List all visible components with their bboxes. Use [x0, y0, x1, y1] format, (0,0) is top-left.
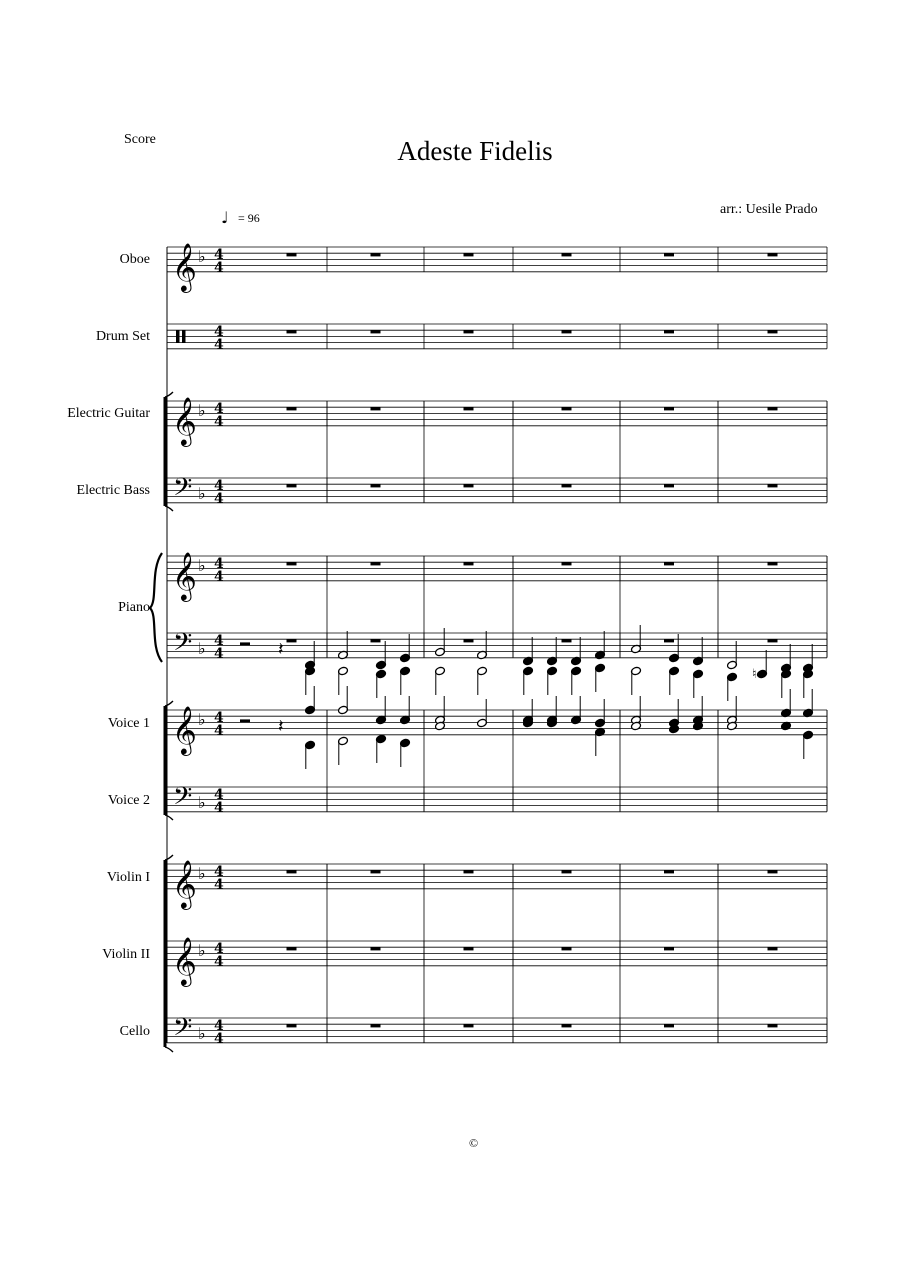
voice-1-note [400, 634, 411, 663]
time-signature-bottom: 4 [214, 260, 224, 276]
staff [167, 941, 827, 966]
whole-rest [562, 1024, 572, 1027]
whole-rest [371, 639, 381, 642]
voice-1-note [595, 663, 606, 692]
whole-rest [464, 330, 474, 333]
quarter-rest: 𝄽 [278, 639, 284, 660]
key-signature-flat: ♭ [198, 864, 206, 883]
whole-rest [664, 484, 674, 487]
staff [167, 864, 827, 889]
voice-1-note [435, 666, 446, 695]
quarter-rest: 𝄽 [278, 716, 284, 737]
time-signature-top: 4 [214, 710, 224, 726]
whole-rest [371, 870, 381, 873]
score-label: Score [124, 132, 156, 147]
key-signature-flat: ♭ [198, 401, 206, 420]
instrument-label-violin-1: Violin I [106, 870, 150, 885]
bass-clef-icon: 𝄢 [173, 628, 193, 663]
whole-rest [562, 407, 572, 410]
whole-rest [664, 253, 674, 256]
voice-1-note [523, 666, 534, 695]
whole-rest [768, 407, 778, 410]
arranger-credit: arr.: Uesile Prado [720, 202, 818, 217]
half-rest [240, 642, 250, 645]
whole-rest [371, 330, 381, 333]
whole-rest [664, 639, 674, 642]
copyright-symbol: © [469, 1136, 479, 1150]
voice-2-note [669, 699, 680, 728]
voice-1-note [757, 650, 768, 679]
voice-2-note [477, 699, 488, 728]
whole-rest [371, 407, 381, 410]
whole-rest [562, 639, 572, 642]
voice-1-note [477, 666, 488, 695]
whole-rest [287, 484, 297, 487]
whole-rest [664, 870, 674, 873]
time-signature-bottom: 4 [214, 1031, 224, 1047]
whole-rest [464, 870, 474, 873]
voice-2-note [305, 740, 316, 769]
natural-sign: ♮ [752, 667, 757, 682]
voice-1-note [631, 666, 642, 695]
voice-2-note [338, 736, 349, 765]
tempo-marking: = 96 [238, 211, 260, 225]
instrument-label-drum-set: Drum Set [95, 329, 150, 344]
time-signature-top: 4 [214, 478, 224, 494]
whole-rest [562, 562, 572, 565]
strings-bracket-hook [165, 1047, 173, 1052]
whole-rest [371, 253, 381, 256]
whole-rest [768, 947, 778, 950]
whole-rest [562, 947, 572, 950]
treble-clef-icon: 𝄞 [172, 859, 197, 908]
instrument-label-voice-1: Voice 1 [107, 716, 150, 731]
voice-1-note [781, 644, 792, 673]
whole-rest [287, 330, 297, 333]
whole-rest [768, 253, 778, 256]
whole-rest [768, 562, 778, 565]
whole-rest [562, 484, 572, 487]
voice-2-note [400, 738, 411, 767]
guitar-bass-bracket-hook [165, 506, 173, 511]
whole-rest [464, 947, 474, 950]
whole-rest [664, 947, 674, 950]
voice-1-note [400, 666, 411, 695]
whole-rest [287, 639, 297, 642]
key-signature-flat: ♭ [198, 710, 206, 729]
whole-rest [664, 407, 674, 410]
voice-bracket-hook [165, 815, 173, 820]
time-signature-bottom: 4 [214, 414, 224, 430]
whole-rest [768, 870, 778, 873]
voice-1-note [693, 669, 704, 698]
voice-1-note [803, 644, 814, 673]
half-rest [240, 719, 250, 722]
whole-rest [768, 484, 778, 487]
whole-rest [664, 1024, 674, 1027]
whole-rest [664, 562, 674, 565]
time-signature-top: 4 [214, 247, 224, 263]
whole-rest [464, 639, 474, 642]
treble-clef-icon: 𝄞 [172, 396, 197, 445]
whole-rest [464, 407, 474, 410]
whole-rest [371, 562, 381, 565]
staff [167, 1018, 827, 1043]
whole-rest [562, 330, 572, 333]
whole-rest [287, 870, 297, 873]
whole-rest [768, 330, 778, 333]
voice-1-note [547, 666, 558, 695]
time-signature-top: 4 [214, 556, 224, 572]
percussion-clef-icon [176, 330, 180, 343]
voice-1-note [669, 634, 680, 663]
instrument-label-piano: Piano [118, 600, 150, 615]
time-signature-bottom: 4 [214, 877, 224, 893]
instrument-label-electric-bass: Electric Bass [76, 483, 150, 498]
instrument-label-cello: Cello [119, 1024, 150, 1039]
staff [167, 401, 827, 426]
whole-rest [464, 1024, 474, 1027]
key-signature-flat: ♭ [198, 484, 206, 503]
bass-clef-icon: 𝄢 [173, 473, 193, 508]
bass-clef-icon: 𝄢 [173, 1013, 193, 1048]
whole-rest [287, 407, 297, 410]
tempo-quarter-note-icon: ♩ [221, 208, 229, 227]
key-signature-flat: ♭ [198, 247, 206, 266]
instrument-label-violin-2: Violin II [102, 947, 150, 962]
page-title: Adeste Fidelis [397, 136, 553, 166]
whole-rest [287, 947, 297, 950]
time-signature-top: 4 [214, 1018, 224, 1034]
voice-1-note [669, 666, 680, 695]
key-signature-flat: ♭ [198, 941, 206, 960]
piano-brace [150, 553, 162, 662]
whole-rest [464, 562, 474, 565]
staff [167, 478, 827, 503]
time-signature-bottom: 4 [214, 646, 224, 662]
staff [167, 787, 827, 812]
whole-rest [768, 1024, 778, 1027]
staff [167, 247, 827, 272]
voice-1-note [435, 628, 446, 657]
treble-clef-icon: 𝄞 [172, 936, 197, 985]
time-signature-top: 4 [214, 787, 224, 803]
key-signature-flat: ♭ [198, 793, 206, 812]
whole-rest [768, 639, 778, 642]
whole-rest [562, 870, 572, 873]
time-signature-top: 4 [214, 401, 224, 417]
whole-rest [371, 1024, 381, 1027]
voice-2-note [376, 734, 387, 763]
time-signature-bottom: 4 [214, 337, 224, 353]
time-signature-bottom: 4 [214, 491, 224, 507]
time-signature-bottom: 4 [214, 954, 224, 970]
whole-rest [562, 253, 572, 256]
time-signature-top: 4 [214, 864, 224, 880]
voice-2-note [595, 727, 606, 756]
bass-clef-icon: 𝄢 [173, 782, 193, 817]
whole-rest [287, 253, 297, 256]
voice-2-note [595, 699, 606, 728]
whole-rest [371, 947, 381, 950]
treble-clef-icon: 𝄞 [172, 242, 197, 291]
voice-2-note [803, 730, 814, 759]
whole-rest [464, 253, 474, 256]
time-signature-top: 4 [214, 633, 224, 649]
staff [167, 324, 827, 349]
time-signature-top: 4 [214, 941, 224, 957]
whole-rest [464, 484, 474, 487]
key-signature-flat: ♭ [198, 556, 206, 575]
whole-rest [287, 1024, 297, 1027]
treble-clef-icon: 𝄞 [172, 705, 197, 754]
instrument-label-voice-2: Voice 2 [107, 793, 150, 808]
staff [167, 556, 827, 581]
voice-1-note [376, 669, 387, 698]
staff [167, 633, 827, 658]
time-signature-bottom: 4 [214, 723, 224, 739]
key-signature-flat: ♭ [198, 1024, 206, 1043]
whole-rest [287, 562, 297, 565]
treble-clef-icon: 𝄞 [172, 551, 197, 600]
time-signature-bottom: 4 [214, 800, 224, 816]
time-signature-bottom: 4 [214, 569, 224, 585]
time-signature-top: 4 [214, 324, 224, 340]
key-signature-flat: ♭ [198, 639, 206, 658]
instrument-label-oboe: Oboe [119, 252, 150, 267]
percussion-clef-icon [182, 330, 186, 343]
instrument-label-electric-guitar: Electric Guitar [67, 406, 150, 421]
whole-rest [371, 484, 381, 487]
voice-1-note [571, 666, 582, 695]
whole-rest [664, 330, 674, 333]
